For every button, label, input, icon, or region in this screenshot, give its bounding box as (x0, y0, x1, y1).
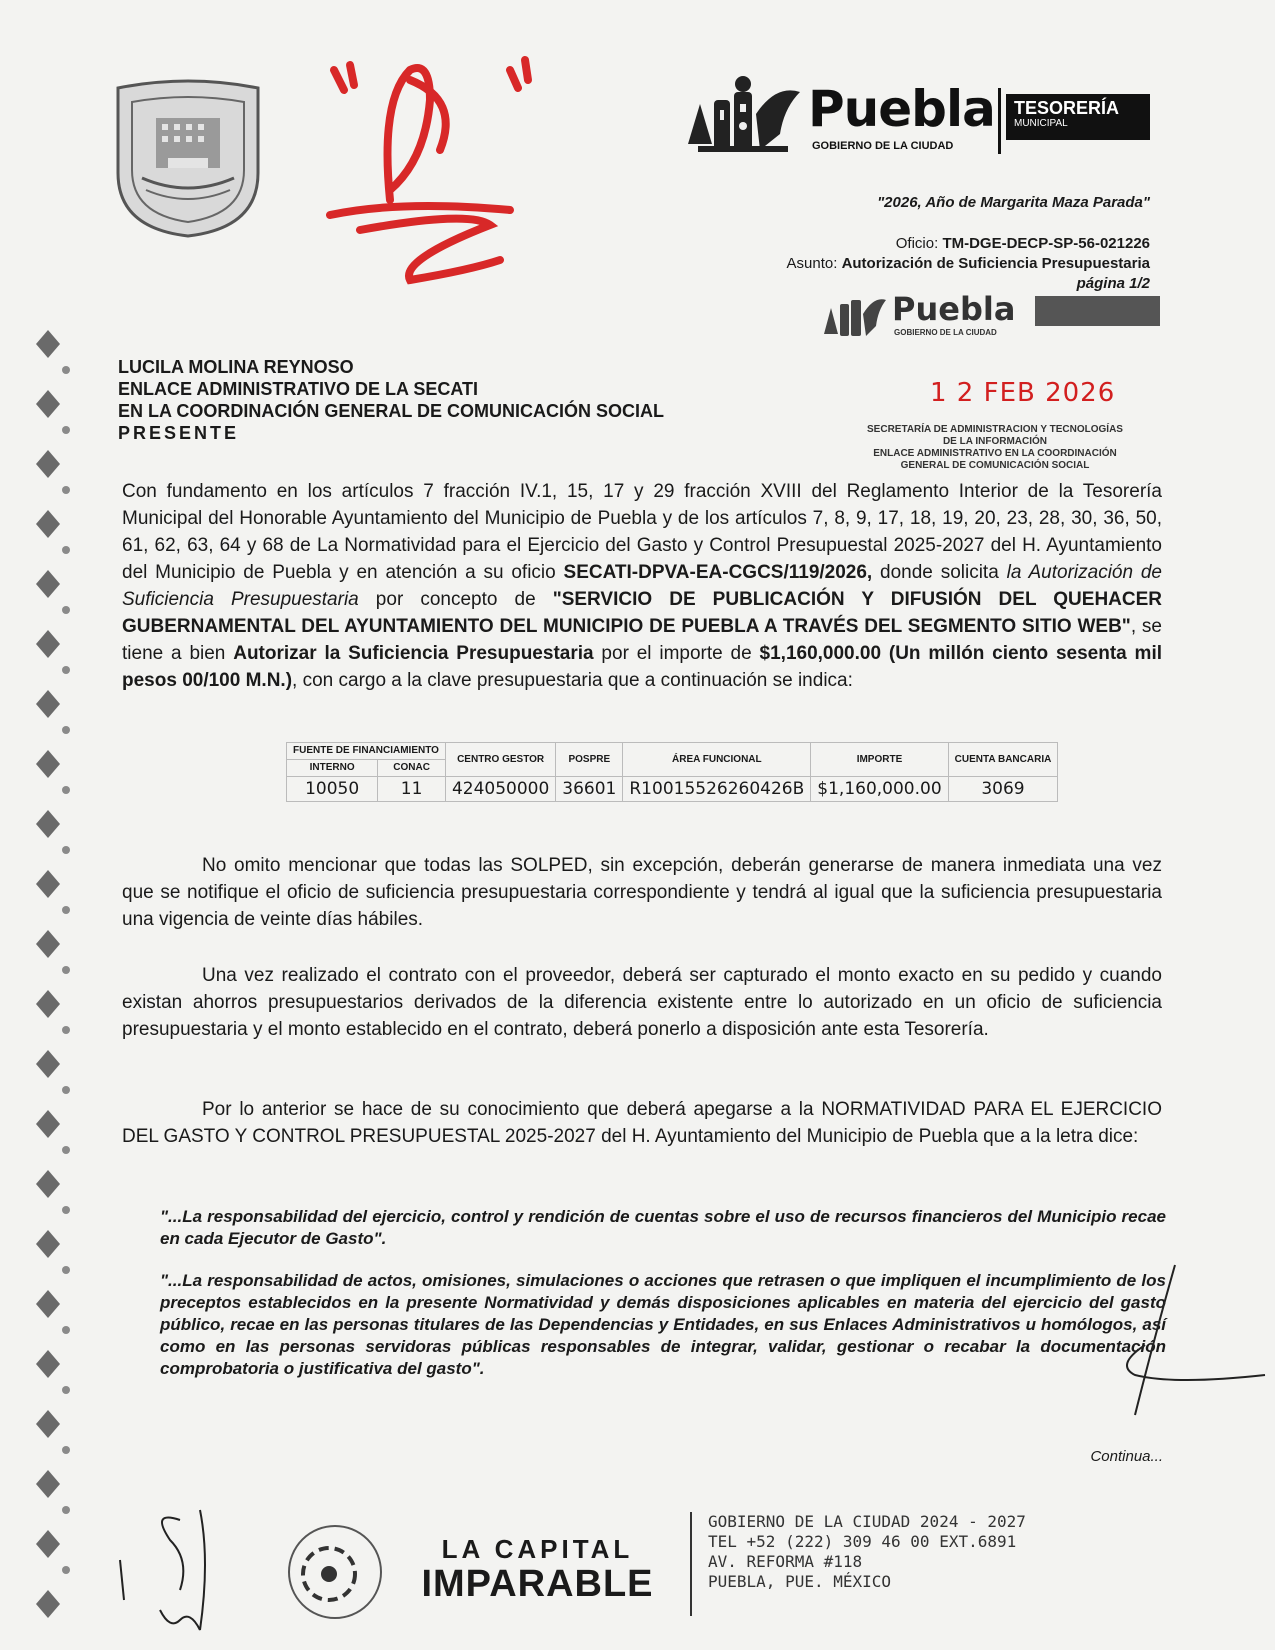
asunto-value: Autorización de Suficiencia Presupuestaria (841, 255, 1150, 272)
city-seal (108, 78, 268, 238)
cell-centro: 424050000 (445, 777, 555, 802)
receipt-stamp-date: 1 2 FEB 2026 (930, 378, 1116, 408)
handwritten-signature-right (1115, 1255, 1275, 1435)
footer-line-4: PUEBLA, PUE. MÉXICO (708, 1572, 892, 1591)
equality-seal-icon (285, 1522, 385, 1622)
col-centro: CENTRO GESTOR (445, 743, 555, 777)
quote-responsabilidad-2: "...La responsabilidad de actos, omisiones, simulaciones o acciones que retrasen o que impliquen el incumplimiento de los preceptos establecidos en la presente Normatividad y demás disposiciones aplicables en materia del ejercicio del gasto público, recae en las personas titulares de las Dependencias y Entidades, en sus Enlaces Administrativos u homólogos, así como en las personas servidoras públicas responsables de integrar, validar, gestionar o recabar la documentación comprobatoria o justificativa del gasto". (160, 1271, 1166, 1378)
puebla-tesoreria-logo (680, 70, 1150, 170)
footer-line-3: AV. REFORMA #118 (708, 1552, 863, 1571)
stamp-line-2: DE LA INFORMACIÓN (942, 436, 1048, 447)
addressee-name: LUCILA MOLINA REYNOSO (118, 357, 354, 377)
footer-divider (690, 1512, 692, 1616)
footer-line-2: TEL +52 (222) 309 46 00 EXT.6891 (708, 1532, 1017, 1551)
year-motto: "2026, Año de Margarita Maza Parada" (877, 194, 1150, 211)
logo-city-name: Puebla (808, 80, 995, 138)
budget-key-table (286, 742, 1058, 802)
paragraph-normatividad: Por lo anterior se hace de su conocimiento que deberá apegarse a la NORMATIVIDAD PARA EL EJERCICIO DEL GASTO Y CONTROL PRESUPUESTAL 2025-2027 del H. Ayuntamiento del Municipio de Puebla que a la letra dice: (122, 1099, 1162, 1147)
stamp-line-3: ENLACE ADMINISTRATIVO EN LA COORDINACIÓN (873, 448, 1117, 459)
handwritten-signature-left (110, 1500, 240, 1650)
logo-subtitle: GOBIERNO DE LA CIUDAD (812, 140, 954, 152)
col-area: ÁREA FUNCIONAL (623, 743, 811, 777)
puebla-emblem-small-icon (820, 290, 890, 346)
quote-responsabilidad-1: "...La responsabilidad del ejercicio, control y rendición de cuentas sobre el uso de recursos financieros del Municipio recae en cada Ejecutor de Gasto". (160, 1207, 1166, 1248)
footer-line-1: GOBIERNO DE LA CIUDAD 2024 - 2027 (708, 1512, 1026, 1531)
handwritten-red-mark (320, 40, 560, 300)
oficio-label: Oficio: (895, 235, 939, 252)
cell-conac: 11 (378, 777, 446, 802)
asunto-label: Asunto: (786, 255, 838, 272)
decorative-border (30, 330, 80, 1650)
col-interno: INTERNO (287, 760, 378, 777)
footer-address (708, 1512, 1026, 1592)
puebla-emblem-icon (680, 74, 810, 164)
oficio-number: TM-DGE-DECP-SP-56-021226 (942, 235, 1150, 252)
slogan-logo (410, 1534, 665, 1624)
col-conac: CONAC (378, 760, 446, 777)
receipt-stamp-logo (820, 288, 1165, 350)
addressee-role-1: ENLACE ADMINISTRATIVO DE LA SECATI (118, 379, 478, 399)
addressee-role-2: EN LA COORDINACIÓN GENERAL DE COMUNICACIÓN SOCIAL (118, 401, 665, 421)
cell-interno: 10050 (287, 777, 378, 802)
cell-pospre: 36601 (556, 777, 623, 802)
table-row (287, 777, 1058, 802)
receipt-stamp-text (840, 424, 1150, 472)
logo-dept-sub: MUNICIPAL (1014, 118, 1068, 129)
col-pospre: POSPRE (556, 743, 623, 777)
paragraph-contract: Una vez realizado el contrato con el proveedor, deberá ser capturado el monto exacto en su pedido y cuando existan ahorros presupuestarios derivados de la diferencia existente entre lo autorizado en un oficio de suficiencia presupuestaria y el monto establecido en el contrato, deberá ponerlo a disposición ante esta Tesorería. (122, 965, 1162, 1040)
slogan-line-2: IMPARABLE (421, 1563, 654, 1605)
addressee-block (118, 356, 664, 444)
slogan-line-1: LA CAPITAL (441, 1534, 634, 1564)
paragraph-solped: No omito mencionar que todas las SOLPED, sin excepción, deberán generarse de manera inmediata una vez que se notifique el oficio de suficiencia presupuestaria correspondiente y tendrá al igual que la suficiencia presupuestaria una vigencia de veinte días hábiles. (122, 855, 1162, 930)
stamp-logo-city: Puebla (892, 290, 1016, 328)
paragraph-authorization: Con fundamento en los artículos 7 fracción IV.1, 15, 17 y 29 fracción XVIII del Reglamento Interior de la Tesorería Municipal del Honorable Ayuntamiento del Municipio de Puebla y de los artículos 7, 8, 9, 17, 18, 19, 20, 23, 28, 30, 36, 50, 61, 62, 63, 64 y 68 de La Normatividad para el Ejercicio del Gasto y Control Presupuestal 2025-2027 del H. Ayuntamiento del Municipio de Puebla y en atención a su oficio SECATI-DPVA-EA-CGCS/119/2026, donde solicita la Autorización de Suficiencia Presupuestaria por concepto de "SERVICIO DE PUBLICACIÓN Y DIFUSIÓN DEL QUEHACER GUBERNAMENTAL DEL AYUNTAMIENTO DEL MUNICIPIO DE PUEBLA A TRAVÉS DEL SEGMENTO SITIO WEB", se tiene a bien Autorizar la Suficiencia Presupuestaria por el importe de $1,160,000.00 (Un millón ciento sesenta mil pesos 00/100 M.N.), con cargo a la clave presupuestaria que a continuación se indica: (122, 481, 1163, 691)
cell-importe: $1,160,000.00 (811, 777, 948, 802)
col-cuenta: CUENTA BANCARIA (948, 743, 1058, 777)
col-importe: IMPORTE (811, 743, 948, 777)
salutation: PRESENTE (118, 423, 240, 443)
continua-label: Continua... (1090, 1448, 1163, 1465)
cell-cuenta: 3069 (948, 777, 1058, 802)
oficio-block (787, 234, 1150, 294)
cell-area: R10015526260426B (623, 777, 811, 802)
logo-dept: TESORERÍA (1014, 98, 1120, 118)
stamp-logo-sub: GOBIERNO DE LA CIUDAD (894, 328, 997, 337)
page-number: página 1/2 (1076, 275, 1150, 292)
col-fuente: FUENTE DE FINANCIAMIENTO (287, 743, 446, 760)
stamp-line-1: SECRETARÍA DE ADMINISTRACION Y TECNOLOGÍAS (867, 424, 1123, 435)
stamp-line-4: GENERAL DE COMUNICACIÓN SOCIAL (900, 460, 1090, 471)
